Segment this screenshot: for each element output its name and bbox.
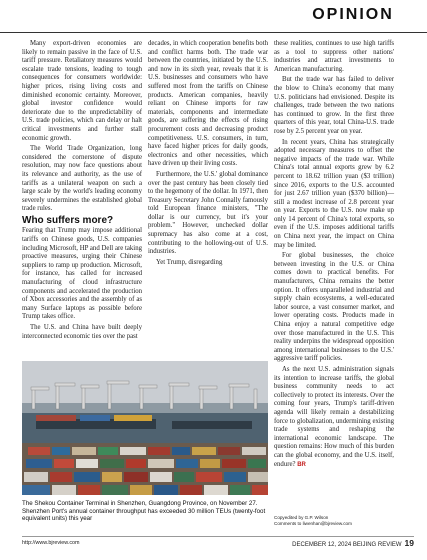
port-photo (22, 361, 268, 495)
paragraph: these realities, continues to use high tariffs as a tool to suppress other nations' industries and attract investments to American manufacturing. (274, 40, 394, 73)
paragraph: Yet Trump, disregarding (156, 258, 223, 266)
paragraph: In recent years, China has strategically adopted necessary measures to offset the negative impacts of the trade war. While China's total annual exports grew by 6.2 percent to 18.62 trillion yuan ($3 trillion) since 2016, exports to the U.S. accounted for just 2.67 trillion yuan ($370 billion)—still a modest increase of 2.8 percent year on year. Exports to the U.S. now make up only 14 percent of China's total exports, so even if the U.S. imposes additional tariffs on China next year, the impact on China may be limited. (274, 138, 394, 249)
paragraph: The U.S. and China have built deeply interconnected economic ties over the past (22, 324, 142, 340)
port-photo-illustration (22, 361, 268, 495)
comments-line: Comments to liwenhan@bjreview.com (274, 521, 352, 526)
copyedit-credit (274, 515, 404, 527)
end-mark: BR (297, 461, 306, 468)
paragraph: The World Trade Organization, long considered the cornerstone of dispute resolution, may now face questions about its relevance and authority, as the use of tariffs as a unilateral weapon on such a large scale by the world's leading economy severely undermines the established global trade rules. (22, 145, 142, 213)
paragraph: But the trade war has failed to deliver the blow to China's economy that many U.S. politicians had envisioned. Despite its challenges, trade between the two nations has continued to grow. In the first three quarters of this year, total China-U.S. trade rose by 2.5 percent year on year. (274, 76, 394, 135)
copyeditor-line: Copyedited by G.P. Wilson (274, 515, 329, 520)
page-number: 19 (404, 538, 414, 548)
paragraph: For global businesses, the choice between investing in the U.S. or China comes down to practical benefits. For manufacturers, China remains the better option. It offers unparalleled industrial and supply chain ecosystems, a well-educated labor source, a vast consumer market, and lower operating costs. Products made in China enjoy a natural competitive edge over those manufactured in the U.S. This reality underpins the widespread opposition among international businesses to the U.S.' aggressive tariff policies. (274, 252, 394, 363)
issue-date: DECEMBER 12, 2024 BEIJING REVIEW (292, 542, 402, 548)
paragraph: Fearing that Trump may impose additional tariffs on Chinese goods, U.S. companies including Microsoft, HP and Dell are taking proactive measures, urging their Chinese suppliers to ramp up production. Microsoft, for instance, has called for increased manufacturing of cloud infrastructure components and accelerated the production of Xbox accessories and the assembly of as many Surface laptops as possible before Trump takes office. (22, 227, 142, 321)
paragraph: decades, in which cooperation benefits both and conflict harms both. The trade war between the countries, initiated by the U.S. and now in its sixth year, reveals that it is U.S. businesses and consumers who have suffered most from the tariffs on Chinese products. American companies, heavily reliant on Chinese imports for raw materials, components and intermediate goods, are suffering the effects of rising procurement costs and decreasing product competitiveness. U.S. consumers, in turn, have faced higher prices for daily goods, electronics and other necessities, which have driven up their living costs. (148, 40, 268, 168)
paragraph: Many export-driven economies are likely to remain passive in the face of U.S. tariff pressure. Retaliatory measures would escalate trade tensions, leading to tough consequences for consumers worldwide: higher prices, rising living costs and diminished economic certainty. Moreover, global investor confidence would deteriorate due to the unpredictability of U.S. trade policies, which can delay or halt critical investments and further stall economic growth. (22, 40, 142, 142)
article-column-2 (148, 40, 268, 360)
photo-caption: The Shekou Container Terminal in Shenzhen, Guangdong Province, on November 27. Shenzhen Port's annual container throughput has exceeded 30 million TEUs (twenty-foot equivalent units) this year (22, 500, 266, 523)
article-column-1 (22, 40, 142, 360)
header-rule (0, 32, 427, 33)
paragraph: Furthermore, the U.S.' global dominance over the past century has been closely tied to the hegemony of the dollar. In 1971, then Treasury Secretary John Connally famously told European finance ministers, "The dollar is our currency, but it's your problem." However, unchecked dollar supremacy has also come at a cost, contributing to the hollowing-out of U.S. industries. (148, 170, 268, 256)
subheading: Who suffers more? (22, 214, 114, 226)
footer-rule (22, 536, 414, 537)
footer-url[interactable]: http://www.bjreview.com (22, 540, 80, 546)
article-column-3 (274, 40, 394, 510)
paragraph (274, 366, 394, 469)
footer-issue (292, 538, 414, 548)
section-label: OPINION (312, 6, 394, 23)
paragraph-text: As the next U.S. administration signals its intention to increase tariffs, the global business community needs to act collectively to protect its interests. Over the coming four years, Trump's tariff-driven agenda will likely remain a destabilizing force to globalization, undermining existing trade systems and reshaping the international economic landscape. The question remains: How much of this burden can the global economy, and the U.S. itself, endure? (274, 365, 394, 468)
